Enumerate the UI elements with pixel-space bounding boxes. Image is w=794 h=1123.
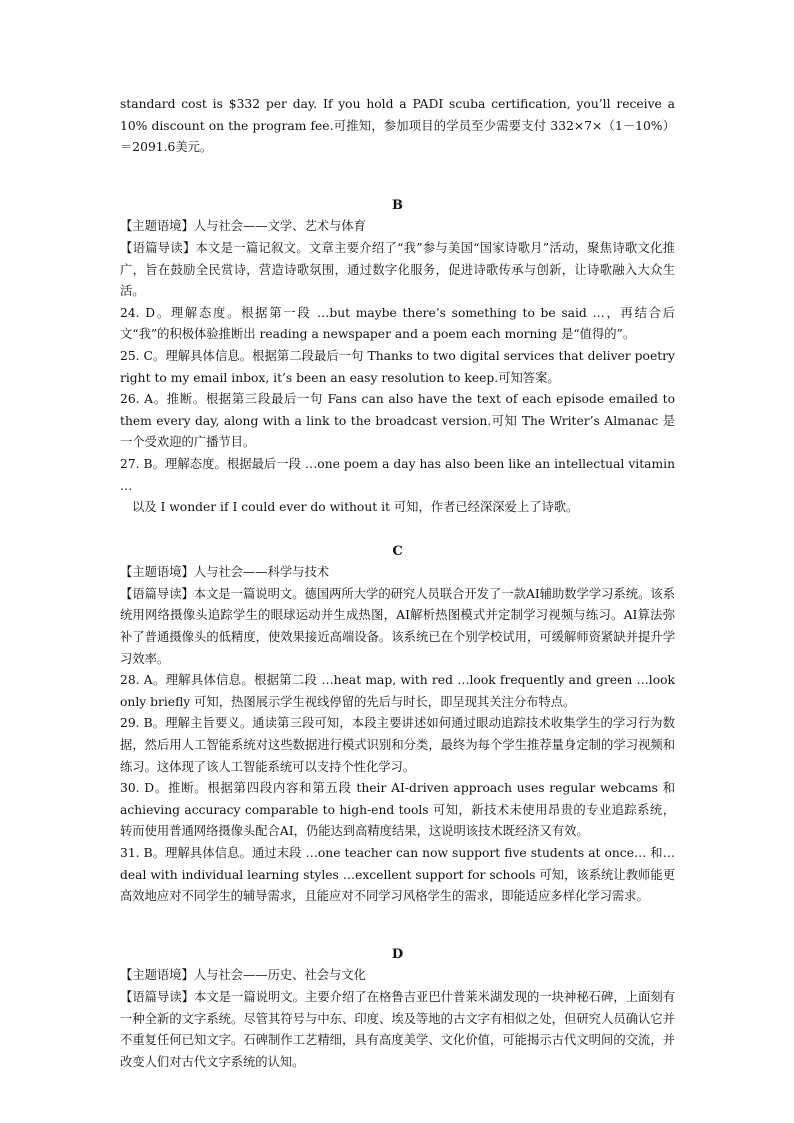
- section-c-guide: 【语篇导读】本文是一篇说明文。德国两所大学的研究人员联合开发了一款AI辅助数学学习系统。该系统用网络摄像头追踪学生的眼球运动并生成热图，AI解析热图模式并定制学习视频与练习。AI算法弥补了普通摄像头的低精度，使效果接近高端设备。该系统已在个别学校试用，可缓解师资紧缺并提升学习效率。: [120, 586, 675, 666]
- section-b-topic: 【主题语境】人与社会——文学、艺术与体育: [120, 219, 366, 234]
- answer-27-continued: 以及 I wonder if I could ever do without it 可知，作者已经深深爱上了诗歌。: [132, 500, 579, 515]
- section-d-guide: 【语篇导读】本文是一篇说明文。主要介绍了在格鲁吉亚巴什普莱米湖发现的一块神秘石碑，上面刻有一种全新的文字系统。尽管其符号与中东、印度、埃及等地的古文字有相似之处，但研究人员确认它并不重复任何已知文字。石碑制作工艺精细，具有高度美学、文化价值，可能揭示古代文明间的交流，并改变人们对古代文字系统的认知。: [120, 989, 675, 1069]
- answer-31: 31. B。理解具体信息。通过末段 …one teacher can now support five students at once… 和…deal with individual learning styles …excellent support for schools 可知，该系统让教师能更高效地应对不同学生的辅导需求，且能应对不同学习风格学生的需求，即能适应多样化学习需求。: [120, 846, 675, 904]
- section-b-guide: 【语篇导读】本文是一篇记叙文。文章主要介绍了“我”参与美国“国家诗歌月”活动，聚焦诗歌文化推广，旨在鼓励全民赏诗，营造诗歌氛围，通过数字化服务，促进诗歌传承与创新，让诗歌融入大众生活。: [120, 240, 675, 299]
- answer-26: 26. A。推断。根据第三段最后一句 Fans can also have the text of each episode emailed to them every day, along with a link to the broadcast version.可知 The Writer’s Almanac 是一个受欢迎的广播节目。: [120, 392, 675, 450]
- answer-27: 27. B。理解态度。根据最后一段 …one poem a day has also been like an intellectual vitamin …: [120, 456, 675, 493]
- answer-29: 29. B。理解主旨要义。通读第三段可知，本段主要讲述如何通过眼动追踪技术收集学生的学习行为数据，然后用人工智能系统对这些数据进行模式识别和分类，最终为每个学生推荐量身定制的学习视频和练习。这体现了该人工智能系统可以支持个性化学习。: [120, 716, 675, 774]
- answer-key-page: [120, 94, 675, 1073]
- section-b-heading: B: [392, 197, 403, 213]
- section-c-topic: 【主题语境】人与社会——科学与技术: [120, 565, 330, 580]
- section-d-heading: D: [391, 946, 404, 962]
- intro-paragraph: standard cost is $332 per day. If you hold a PADI scuba certification, you’ll receive a 10% discount on the program fee.可推知，参加项目的学员至少需要支付 332×7×（1－10%）＝2091.6美元。: [120, 97, 675, 155]
- answer-24: 24. D。理解态度。根据第一段 …but maybe there’s something to be said …，再结合后文“我”的积极体验推断出 reading a newspaper and a poem each morning 是“值得的”。: [120, 305, 675, 342]
- section-d-topic: 【主题语境】人与社会——历史、社会与文化: [120, 968, 366, 983]
- section-c-heading: C: [392, 543, 403, 559]
- answer-25: 25. C。理解具体信息。根据第二段最后一句 Thanks to two digital services that deliver poetry right to my email inbox, it’s been an easy resolution to keep.可知答案。: [120, 348, 675, 385]
- answer-30: 30. D。推断。根据第四段内容和第五段 their AI-driven approach uses regular webcams 和 achieving accuracy comparable to high-end tools 可知，新技术未使用昂贵的专业追踪系统，转而使用普通网络摄像头配合AI，仍能达到高精度结果，这说明该技术既经济又有效。: [120, 781, 675, 839]
- answer-28: 28. A。理解具体信息。根据第二段 …heat map, with red …look frequently and green …look only briefly 可知，热图展示学生视线停留的先后与时长，即呈现其关注分布特点。: [120, 673, 675, 709]
